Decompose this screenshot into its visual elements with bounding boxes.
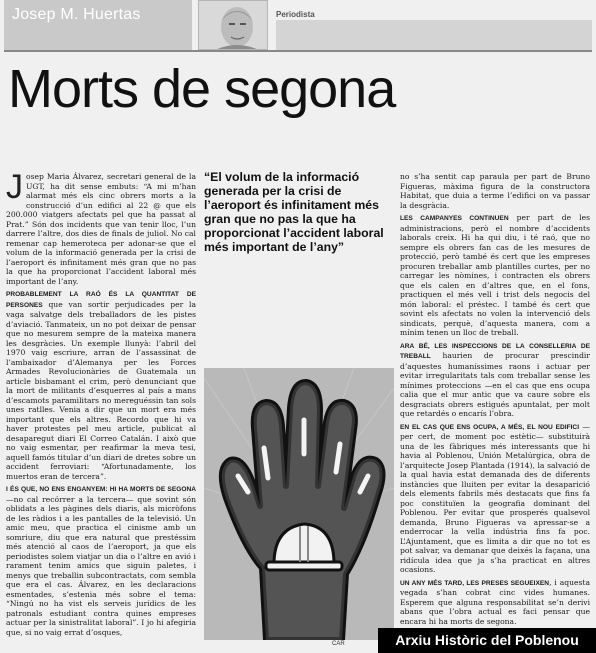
paragraph	[400, 422, 590, 575]
paragraph-text: per part de les administracions, però el nombre d’accidents laborals creix. Hi ha qui diu, i té raó, que no sempre els obrers fan cas de les mesures de protecció, però també és cert que les empreses procuren treballar amb plantilles curtes, per no carregar les nòmines, i contracten els obrers que els calen en d’altres que, en el fons, practiquen el més vell i trist dels negocis del món laboral: el préstec. I també és cert que sovint els afectats no volen la intervenció dels sindicats, perquè, d’aquesta manera, com a mínim tenen un lloc de treball.	[400, 213, 590, 337]
paragraph-text: —no cal recórrer a la tercera— que sovint són oblidats a les pàgines dels diaris, als micròfons de les ràdios i a les pantalles de la televisió. Un amic meu, que practica el cinisme amb un somriure, diu que era natural que prestéssim més atenció al caos de l’aeroport, ja que els periodistes solem viatjar un dia o l’altre en avió i rarament tenim amics que siguin paletes, i menys que treballin subcontractats, com sembla que era el cas. Álvarez, en les declaracions esmentades, s’estenia més sobre el tema: “Ningú no ha vist els serveis jurídics de les patronals estudiant contra quines empreses actuar per la sinistralitat laboral”. I jo hi afegiria que, si no vaig errat d’osques,	[6, 494, 196, 637]
hand-illustration	[204, 368, 394, 640]
author-name: Josep M. Huertas	[12, 6, 141, 23]
paragraph-text: haurien de procurar prescindir d’aquestes humaníssimes raons i actuar per evitar irregularitats tals com treballar sense les mínimes proteccions —en el cas que ens ocupa calia que el mur antic que va caure sobre els desgraciats obrers estigués apuntalat, per molt que retardés o encarís l’obra.	[400, 351, 590, 418]
drop-cap: J	[6, 172, 23, 206]
archive-watermark-badge: Arxiu Històric del Poblenou	[378, 628, 596, 653]
paragraph-lead: I ÉS QUE, NO ENS ENGANYEM: HI HA MORTS DE SEGONA	[6, 486, 196, 493]
article-column-1	[6, 172, 196, 642]
paragraph	[6, 484, 196, 637]
paragraph-text: no s’ha sentit cap paraula per part de Bruno Figueras, màxima figura de la constructora Habitat, que duia a terme l’edifici on va passar la desgràcia.	[400, 172, 590, 210]
header-band	[276, 20, 592, 50]
paragraph-text: —per cert, de moment poc estètic— substituirà una de les fàbriques més interessants que hi havia al Poblenou, Unión Metalúrgica, obra de l’arquitecte Josep Plantada (1914), la salvació de la qual havia estat demanada des de diferents instàncies que lluiten per evitar la desaparició dels elements fabrils més destacats que fins fa poc constituïen la geografia dominant del Poblenou. Per evitar que prosperés qualsevol demanda, Bruno Figueras va apressar-se a enderrocar la vella indústria fins fa poc. L’Ajuntament, que es limita a dir que no tot es pot salvar, va demanar que deixés la façana, una ridícula idea que ja s’ha practicat en altres ocasions.	[400, 421, 590, 574]
article-headline: Morts de segona	[8, 59, 396, 119]
paragraph	[400, 341, 590, 419]
paragraph-lead: EN EL CAS QUE ENS OCUPA, A MÉS, EL NOU EDIFICI	[400, 423, 580, 431]
paragraph-lead: UN ANY MÉS TARD, LES PRESES SEGUEIXEN	[400, 579, 550, 587]
paragraph	[400, 578, 590, 627]
paragraph-text: que van sortir perjudicades per la vaga salvatge dels treballadors de les pistes d’aviació. Tanmateix, un no pot deixar de pensar que no mesurem sempre de la mateixa manera les desgràcies. Un exemple llunyà: l’abril del 1970 vaig escriure, arran de l’assassinat de l’ambaixador d’Alemanya per les Forces Armades Revolucionàries de Guatemala un article bisbamant el crim, però denunciant que la mort de militants d’esquerres al país a mans d’escamots paramilitars no mereguéssin tan sols unes ratlles. Venia a dir que un mort era més important que els altres. Recordo que hi va haver protestes pel meu article, publicat al desaparegut diari El Correo Catalán. I això que no vaig esmentar, per reafirmar la meva tesi, aquell famós titular d’un diari de dretes sobre un accident ferroviari: “Afortunadamente, los muertos eran de tercera”.	[6, 299, 196, 481]
paragraph	[400, 213, 590, 338]
section-label: Periodista	[276, 10, 315, 19]
paragraph-text: , i aquesta vegada s’han cobrat cinc vides humanes. Esperem que alguna responsabilitat se’n derivi abans que l’obra actual es faci pensar que encara hi ha morts de segona.	[400, 577, 590, 626]
pull-quote: “El volum de la informació generada per la crisi de l’aeroport és infinitament més gran que no pas la que ha proporcionat l’accident laboral més important de l’any”	[204, 170, 384, 254]
paragraph-lead: ARA BÉ, LES INSPECCIONS DE LA CONSELLERIA DE TREBALL	[400, 342, 590, 360]
author-photo	[198, 0, 268, 50]
paragraph-lead: LES CAMPANYES CONTINUEN	[400, 215, 509, 222]
paragraph	[6, 289, 196, 481]
author-portrait-image	[199, 1, 268, 50]
intro-text: osep Maria Álvarez, secretari general de la UGT, ha dit sense embuts: “A mi m’han alarmat més els cinc obrers morts a la construcció d’un edifici al 22 @ que els 200.000 viatgers afectats pel que ha passat al Prat.” Són dos incidents que van tenir lloc, l’un darrere l’altre, dos dies de finals de juliol. No cal remenar cap hemeroteca per adonar-se que el volum de la informació generada per la crisi de l’aeroport és infinitament més gran que no pas la que ha proporcionat l’accident laboral més important de l’any.	[6, 172, 196, 286]
raised-hand-hardhat-image	[204, 368, 394, 640]
paragraph	[400, 172, 590, 210]
intro-paragraph	[6, 172, 196, 286]
illustration-caption: CAR	[332, 641, 345, 647]
article-column-3	[400, 172, 590, 648]
author-header	[4, 0, 192, 50]
header-divider	[4, 50, 592, 52]
paragraph-lead: PROBABLEMENT LA RAÓ ÉS LA QUANTITAT DE PERSONES	[6, 291, 196, 309]
